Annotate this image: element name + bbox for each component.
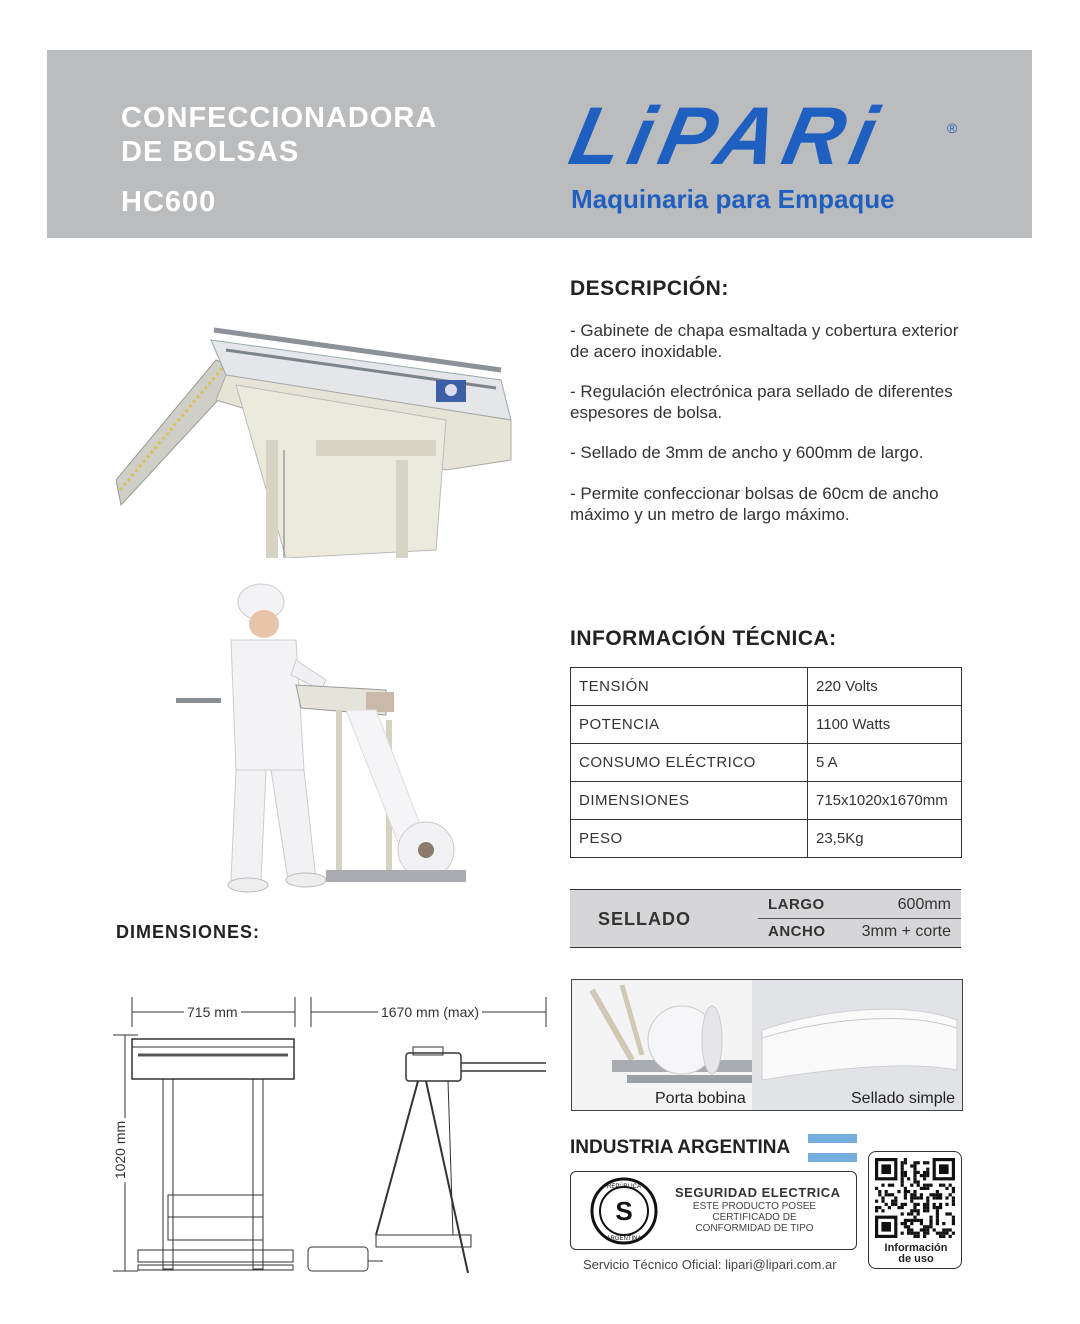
table-row [571,782,962,820]
spec-value: 1100 Watts [808,706,962,744]
dimensiones-heading: DIMENSIONES: [116,922,261,942]
spec-value: 715x1020x1670mm [808,782,962,820]
header-banner [47,50,1032,238]
spec-label: TENSIÓN [571,668,808,706]
descripcion-item: - Gabinete de chapa esmaltada y cobertura exterior de acero inoxidable. [570,321,959,361]
descripcion-item: - Sellado de 3mm de ancho y 600mm de largo. [570,443,924,462]
spec-label: DIMENSIONES [571,782,808,820]
seguridad-text-line: ESTE PRODUCTO POSEE [692,1201,817,1212]
seguridad-text-line: CERTIFICADO DE [712,1212,797,1223]
spec-value: 23,5Kg [808,820,962,858]
argentina-flag-icon [808,1134,857,1162]
brand-tagline: Maquinaria para Empaque [571,184,895,214]
certification-seal-icon [589,1176,659,1246]
seguridad-title: SEGURIDAD ELECTRICA [675,1185,841,1200]
spec-value: 220 Volts [808,668,962,706]
servicio-tecnico-text: Servicio Técnico Oficial: lipari@lipari.com.ar [583,1257,837,1272]
product-title-line-2: DE BOLSAS [121,136,300,168]
spec-label: CONSUMO ELÉCTRICO [571,744,808,782]
descripcion-heading: DESCRIPCIÓN: [570,277,729,300]
spec-label: POTENCIA [571,706,808,744]
product-model: HC600 [121,186,217,218]
seal-bottom-text: ARGENTINA [606,1236,642,1242]
sellado-ancho-label: ANCHO [768,923,826,940]
descripcion-item: - Regulación electrónica para sellado de diferentes espesores de bolsa. [570,382,953,422]
sellado-ancho-value: 3mm + corte [861,923,951,940]
dimension-drawing [108,995,558,1280]
table-row [571,668,962,706]
descripcion-item: - Permite confeccionar bolsas de 60cm de ancho máximo y un metro de largo máximo. [570,484,939,524]
accessories-box [571,979,963,1111]
table-row [571,744,962,782]
dimension-width-label: 715 mm [184,1004,241,1020]
qr-code-box[interactable] [868,1151,962,1269]
seguridad-electrica-box [570,1171,857,1250]
info-tecnica-table [570,667,962,858]
industria-argentina-label: INDUSTRIA ARGENTINA [570,1137,791,1158]
sellado-box [570,889,961,948]
sellado-simple-caption: Sellado simple [851,1090,956,1107]
product-title-line-1: CONFECCIONADORA [121,102,438,134]
spec-label: PESO [571,820,808,858]
brand-logo: LiPARi [562,91,893,182]
table-row [571,820,962,858]
sellado-divider [758,918,961,919]
seal-letter: S [615,1196,633,1226]
seguridad-text-line: CONFORMIDAD DE TIPO [695,1223,814,1234]
sellado-largo-label: LARGO [768,896,825,913]
machine-photo [116,290,526,558]
registered-mark: ® [947,120,958,136]
operator-photo [176,580,466,900]
spec-value: 5 A [808,744,962,782]
info-tecnica-heading: INFORMACIÓN TÉCNICA: [570,627,837,650]
porta-bobina-caption: Porta bobina [655,1090,746,1107]
dimension-depth-label: 1670 mm (max) [378,1004,482,1020]
sellado-title: SELLADO [598,909,692,929]
seal-top-text: REPÚBLICA [606,1184,642,1190]
dimension-height-label: 1020 mm [112,1118,128,1182]
table-row [571,706,962,744]
qr-code-icon [875,1158,955,1238]
qr-caption-line: de uso [898,1253,934,1265]
qr-caption-line: Información [884,1242,948,1254]
sellado-largo-value: 600mm [897,896,951,913]
